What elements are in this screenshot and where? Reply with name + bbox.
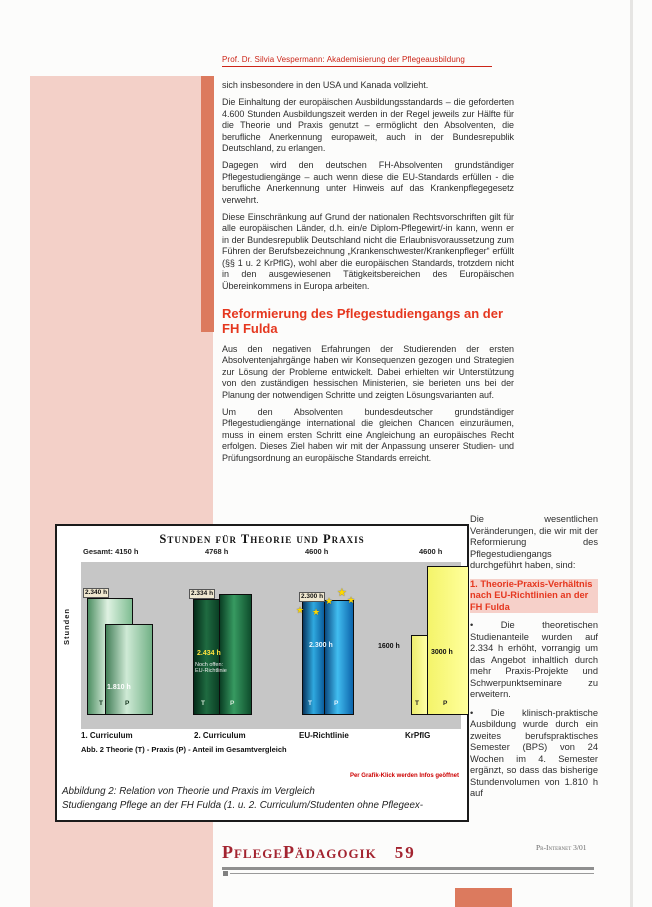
footer-rule-thin	[230, 873, 594, 874]
series-letter-theorie: T	[201, 700, 205, 707]
sidebar-column	[470, 514, 598, 807]
sidebar-bullet	[470, 620, 598, 701]
total-label: 4600 h	[419, 547, 443, 556]
bar-krpflg-theorie	[411, 635, 428, 715]
category-label: 1. Curriculum	[81, 731, 133, 740]
body-paragraph: Diese Einschränkung auf Grund der nationalen Rechtsvorschriften gilt für alle europäischen Länder, d.h. ein/e Diplom-Pflegewirt/-in kann, wenn er in der Bundesrepublik Deutschland nicht die Erlaubnisvoraussetzung zum Führen der Berufsbezeichnung „Krankenschwester/Krankenpfleger“ erfüllt (§§ 1 u. 2 KrPflG), wohl aber die europäischen Standards, trotzdem nicht in den ausgewiesenen Tätigkeitsbereichen des Europäischen Übereinkommens in Europa arbeiten.	[222, 212, 514, 291]
series-letter-praxis: P	[334, 700, 339, 707]
total-label: 4768 h	[205, 547, 229, 556]
bullet-icon: •	[470, 620, 474, 630]
bar-note-line: Noch offen:	[195, 662, 224, 668]
bar-curriculum2-praxis	[219, 594, 252, 715]
eu-star-icon: ★	[296, 605, 305, 615]
bar-krpflg-praxis	[427, 566, 469, 715]
footer-rule-thick	[222, 867, 594, 870]
value-label: 2.340 h	[85, 589, 108, 596]
running-head: Prof. Dr. Silvia Vespermann: Akademisierung der Pflegeausbildung	[222, 55, 492, 67]
total-label: 4600 h	[305, 547, 329, 556]
body-paragraph: Dagegen wird den deutschen FH-Absolventen grundständiger Pflegestudiengänge – auch wenn diese die EU-Standards erfüllen - die berufliche Anerkennung unter Hinweis auf das Krankenpflegegesetz verwehrt.	[222, 160, 514, 205]
chart-title: Stunden für Theorie und Praxis	[159, 532, 365, 546]
series-letter-praxis: P	[443, 700, 448, 707]
series-letter-theorie: T	[308, 700, 312, 707]
figure-caption-line: Studiengang Pflege an der FH Fulda (1. u. 2. Curriculum/Studenten ohne Pflegeex-	[62, 799, 424, 811]
footer-rule-square	[223, 871, 228, 876]
bar-note-line: EU-Richtlinie	[195, 668, 227, 674]
series-letter-theorie: T	[99, 700, 103, 707]
category-label: KrPflG	[405, 731, 431, 740]
body-paragraph: sich insbesondere in den USA und Kanada vollzieht.	[222, 80, 429, 90]
footer	[222, 842, 416, 863]
eu-star-icon: ★	[312, 607, 321, 617]
body-paragraph: Um den Absolventen bundesdeutscher grundständiger Pflegestudiengänge international die gleichen Chancen einzuräumen, muss in einem ersten Schritt eine Angleichung an europäisches Recht erfolgen. Dieses Ziel haben wir mit der Anpassung unserer Studien- und Prüfungsordnung an europäische Standards erreicht.	[222, 406, 514, 463]
y-axis-label: Stunden	[62, 608, 71, 645]
eu-star-icon: ★	[347, 595, 356, 605]
body-paragraph: Aus den negativen Erfahrungen der Studierenden der ersten Absolventenjahrgänge haben wir Konsequenzen gezogen und Strategien zur Lösung der Probleme entwickelt. Dabei erhielten wir Unterstützung von den zuständigen hessischen Ministerien, sie berieten uns bei der Planung der notwendigen Schritte und zeigten Lösungsvarianten auf.	[222, 343, 514, 400]
figure-abb-line: Abb. 2 Theorie (T) - Praxis (P) - Anteil im Gesamtvergleich	[81, 745, 287, 754]
sidebar-intro: Die wesentlichen Veränderungen, die wir mit der Reformierung des Pflegestudiengangs durchgeführt haben, sind:	[470, 514, 598, 570]
eu-star-icon: ★	[337, 587, 347, 599]
figure-caption	[62, 785, 462, 812]
series-letter-praxis: P	[230, 700, 235, 707]
total-label: Gesamt: 4150 h	[83, 547, 139, 556]
value-label: 1.810 h	[107, 684, 131, 691]
page-number: 59	[394, 843, 416, 862]
section-heading: Reformierung des Pflegestudiengangs an der FH Fulda	[222, 305, 503, 337]
value-label: 2.434 h	[197, 650, 221, 657]
series-letter-praxis: P	[125, 700, 130, 707]
value-label: 2.334 h	[191, 590, 214, 597]
value-label: 1600 h	[378, 643, 400, 650]
salmon-accent-strip-bottom	[455, 888, 512, 907]
series-letter-theorie: T	[415, 700, 419, 707]
category-label: 2. Curriculum	[194, 731, 246, 740]
figure-box	[55, 524, 469, 822]
body-paragraph: Die Einhaltung der europäischen Ausbildungsstandards – die geforderten 4.600 Stunden Ausbildungszeit werden in der Regel jeweils zur Hälfte für die Theorie und Praxis genutzt – ermöglicht den Absolventen, die berufliche Anerkennung europaweit, auch in der Bundesrepublik Deutschland, zu erlangen.	[222, 97, 514, 154]
issue-label: Pr-Internet 3/01	[536, 843, 587, 852]
value-label: 2.300 h	[301, 593, 324, 600]
category-label: EU-Richtlinie	[299, 731, 349, 740]
figure-red-note: Per Grafik-Klick werden Infos geöffnet	[349, 773, 459, 779]
sidebar-bullet	[470, 708, 598, 800]
value-label: 3000 h	[431, 649, 453, 656]
eu-star-icon: ★	[325, 596, 334, 606]
sidebar-bullet-text: Die theoretischen Studienanteile wurden auf 2.334 h erhöht, vorrangig um das Angebot inhaltlich durch mehr Praxis-Projekte und Schwerpunktseminare zu erweitern.	[470, 620, 598, 699]
bullet-icon: •	[470, 707, 474, 718]
sidebar-subheading: 1. Theorie-Praxis-Verhältnis nach EU-Richtlinien an der FH Fulda	[470, 579, 598, 614]
figure-caption-line: Abbildung 2: Relation von Theorie und Praxis im Vergleich	[62, 786, 315, 797]
salmon-accent-strip-top	[201, 76, 214, 332]
plot-area	[81, 562, 461, 729]
journal-title: PflegePädagogik	[222, 842, 377, 862]
bar-eu-praxis	[324, 600, 354, 715]
sidebar-bullet-text: Die klinisch-praktische Ausbildung wurde durch ein zweites berufspraktisches Semester (BPS) von 24 Wochen im 4. Semester ergänzt, so dass das bisherige Stundenvolumen von 1.810 h auf	[470, 707, 598, 798]
main-text-column	[222, 80, 514, 470]
bar-note	[195, 662, 227, 674]
value-label: 2.300 h	[309, 642, 333, 649]
scan-edge-line	[630, 0, 633, 907]
bar-curriculum2-theorie	[193, 599, 220, 715]
